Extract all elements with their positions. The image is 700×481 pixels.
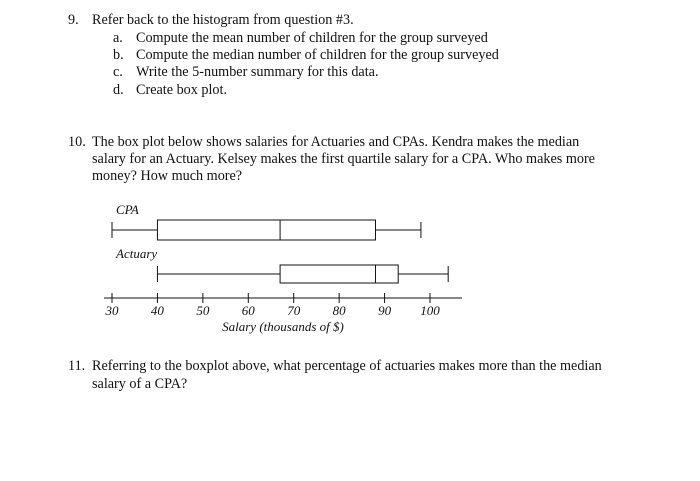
actuary-box xyxy=(280,265,398,283)
cpa-box xyxy=(157,220,375,240)
q9-part-c-letter: c. xyxy=(113,64,123,80)
x-axis-tick-label: 50 xyxy=(196,303,210,318)
q11-line-1: Referring to the boxplot above, what percentage of actuaries makes more than the median xyxy=(92,358,602,374)
q9-part-a-letter: a. xyxy=(113,30,123,46)
x-axis-tick-label: 40 xyxy=(150,303,164,318)
q9-part-b-letter: b. xyxy=(113,47,124,63)
q9-part-a-text: Compute the mean number of children for the group surveyed xyxy=(136,30,488,46)
q10-line-3: money? How much more? xyxy=(92,168,243,184)
x-axis-tick-label: 100 xyxy=(420,303,440,318)
q9-part-d-text: Create box plot. xyxy=(136,82,228,98)
x-axis-tick-label: 90 xyxy=(378,303,392,318)
x-axis-tick-label: 30 xyxy=(105,303,119,318)
cpa-series-label: CPA xyxy=(116,202,139,217)
q9-number: 9. xyxy=(68,12,79,28)
q9-text: Refer back to the histogram from question #3. xyxy=(92,12,354,28)
x-axis-tick-label: 70 xyxy=(287,303,301,318)
x-axis-tick-label: 80 xyxy=(332,303,346,318)
q9-part-d-letter: d. xyxy=(113,82,124,98)
q11-line-2: salary of a CPA? xyxy=(92,376,188,392)
x-axis-tick-label: 60 xyxy=(241,303,255,318)
q11-number: 11. xyxy=(68,358,86,374)
x-axis-label: Salary (thousands of $) xyxy=(222,319,344,334)
q10-line-1: The box plot below shows salaries for Actuaries and CPAs. Kendra makes the median xyxy=(92,134,580,150)
q10-number: 10. xyxy=(68,134,86,150)
actuary-series-label: Actuary xyxy=(116,246,158,261)
q10-line-2: salary for an Actuary. Kelsey makes the first quartile salary for a CPA. Who makes more xyxy=(92,151,595,167)
q9-part-b-text: Compute the median number of children for the group surveyed xyxy=(136,47,499,63)
q9-part-c-text: Write the 5-number summary for this data. xyxy=(136,64,379,80)
